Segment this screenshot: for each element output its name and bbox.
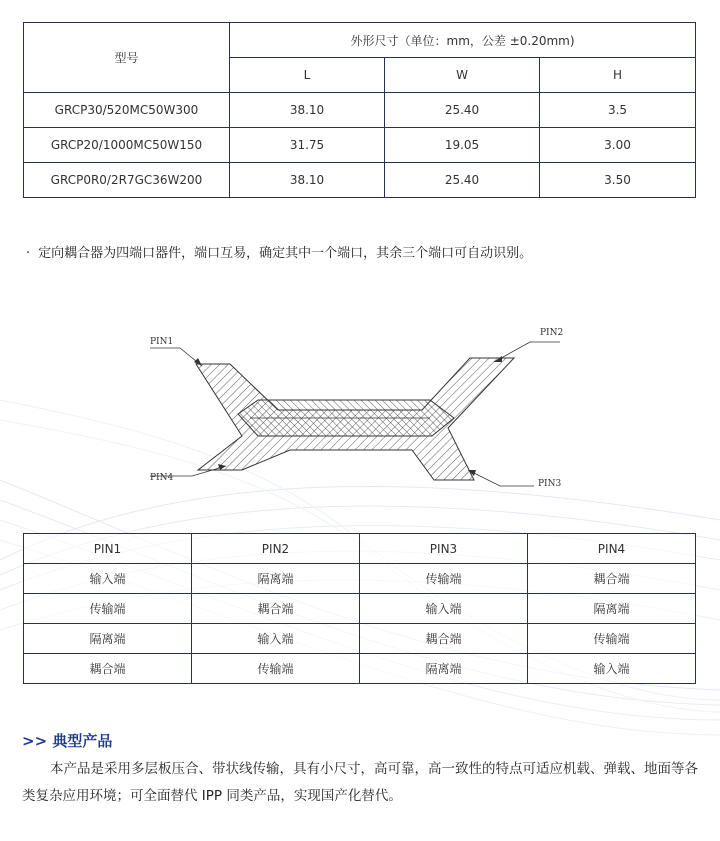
col-H-header: H	[540, 58, 696, 93]
pin-function-table	[23, 533, 696, 684]
pin-header: PIN2	[192, 534, 360, 564]
pin-header: PIN1	[24, 534, 192, 564]
section-title: >> 典型产品	[22, 732, 113, 750]
pin-header: PIN3	[360, 534, 528, 564]
model-cell: GRCP0R0/2R7GC36W200	[24, 163, 230, 198]
pin1-label: PIN1	[150, 337, 174, 347]
model-cell: GRCP30/520MC50W300	[24, 93, 230, 128]
table-row	[24, 564, 696, 594]
col-W-header: W	[385, 58, 540, 93]
pin-cell: 隔离端	[528, 594, 696, 624]
pin3-label: PIN3	[538, 479, 562, 489]
note-text: 定向耦合器为四端口器件，端口互易，确定其中一个端口，其余三个端口可自动识别。	[38, 246, 533, 261]
table-row	[24, 654, 696, 684]
model-cell: GRCP20/1000MC50W150	[24, 128, 230, 163]
pin-cell: 传输端	[192, 654, 360, 684]
H-cell: 3.00	[540, 128, 696, 163]
L-cell: 31.75	[230, 128, 385, 163]
L-cell: 38.10	[230, 93, 385, 128]
pin-cell: 输入端	[24, 564, 192, 594]
dimensions-table	[23, 22, 696, 198]
coupler-diagram	[130, 318, 570, 498]
pin-cell: 输入端	[360, 594, 528, 624]
dims-header: 外形尺寸（单位：mm，公差 ±0.20mm)	[230, 23, 696, 58]
pin-cell: 耦合端	[360, 624, 528, 654]
table-row	[24, 93, 696, 128]
pin-cell: 传输端	[24, 594, 192, 624]
table-row	[24, 624, 696, 654]
L-cell: 38.10	[230, 163, 385, 198]
table-row	[24, 128, 696, 163]
table-row	[24, 163, 696, 198]
pin-cell: 传输端	[360, 564, 528, 594]
pin1-leader	[150, 348, 202, 366]
pin2-label: PIN2	[540, 328, 564, 338]
col-L-header: L	[230, 58, 385, 93]
pin-cell: 耦合端	[24, 654, 192, 684]
pin-cell: 隔离端	[360, 654, 528, 684]
H-cell: 3.50	[540, 163, 696, 198]
model-header: 型号	[24, 23, 230, 93]
section-body-text: 本产品是采用多层板压合、带状线传输，具有小尺寸，高可靠，高一致性的特点可适应机载、弹载、地面等各类复杂应用环境；可全面替代 IPP 同类产品，实现国产化替代。	[22, 761, 698, 804]
section-body	[22, 756, 698, 810]
bullet: ·	[26, 246, 31, 261]
pin-cell: 输入端	[528, 654, 696, 684]
W-cell: 19.05	[385, 128, 540, 163]
pin-cell: 隔离端	[24, 624, 192, 654]
pin-cell: 耦合端	[192, 594, 360, 624]
pin-cell: 传输端	[528, 624, 696, 654]
port-note	[26, 242, 532, 261]
pin-cell: 耦合端	[528, 564, 696, 594]
table-row	[24, 594, 696, 624]
W-cell: 25.40	[385, 93, 540, 128]
pin-cell: 输入端	[192, 624, 360, 654]
pin4-label: PIN4	[150, 473, 174, 483]
pin-cell: 隔离端	[192, 564, 360, 594]
H-cell: 3.5	[540, 93, 696, 128]
pin3-leader	[468, 470, 534, 486]
W-cell: 25.40	[385, 163, 540, 198]
pin-header: PIN4	[528, 534, 696, 564]
